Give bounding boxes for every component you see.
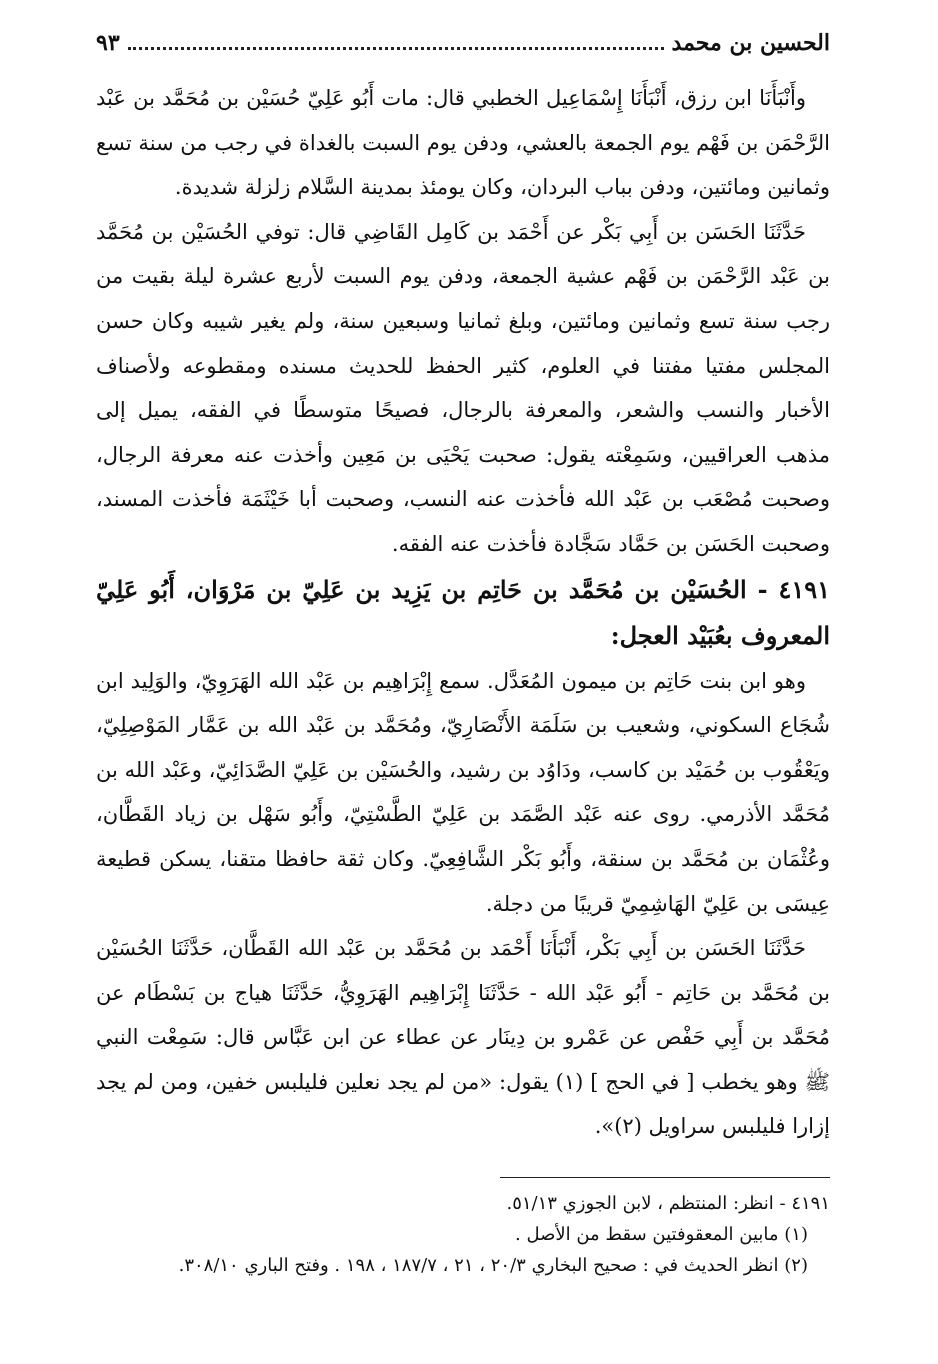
footnote-2: (٢) انظر الحديث في : صحيح البخاري ٢٠/٣ ، ٢١ ، ١٨٧/٧ ، ١٩٨ . وفتح الباري ٣٠٨/١٠. bbox=[178, 1255, 808, 1277]
footnote-1: (١) مابين المعقوفتين سقط من الأصل . bbox=[515, 1224, 808, 1246]
paragraph-death-report: وأَنْبَأَنَا ابن رزق، أَنْبَأَنَا إِسْمَاعِيل الخطبي قال: مات أَبُو عَلِيّ حُسَيْن بن مُحَمَّد بن عَبْد الرَّحْمَن بن فَهْم يوم الجمعة بالعشي، ودفن يوم السبت بالغداة في رجب من سنة تسع وثمانين ومائتين، ودفن بباب البردان، وكان يومئذ بمدينة السَّلام زلزلة شديدة. bbox=[96, 86, 830, 200]
footnotes bbox=[96, 1188, 830, 1281]
paragraph-entry-intro: وهو ابن بنت حَاتِم بن ميمون المُعَدَّل. سمع إِبْرَاهِيم بن عَبْد الله الهَرَوِيّ، والوَلِيد ابن شُجَاع السكوني، وشعيب بن سَلَمَة الأَنْصَارِيّ، ومُحَمَّد بن عَبْد الله بن عَمَّار المَوْصِلِيّ، ويَعْقُوب بن حُمَيْد بن كاسب، ودَاوُد بن رشيد، والحُسَيْن بن عَلِيّ الصَّدَائِيّ، وعَبْد الله بن مُحَمَّد الأذرمي. روى عنه عَبْد الصَّمَد بن عَلِيّ الطَّسْتِيّ، وأَبُو سَهْل بن زياد القَطَّان، وعُثْمَان بن مُحَمَّد بن سنقة، وأَبُو بَكْر الشَّافِعِيّ. وكان ثقة حافظا متقنا، يسكن قطيعة عِيسَى بن عَلِيّ الهَاشِمِيّ قريبًا من دجلة. bbox=[96, 668, 831, 916]
paragraph-biography: حَدَّثَنَا الحَسَن بن أَبِي بَكْر عن أَحْمَد بن كَامِل القَاضِي قال: توفي الحُسَيْن بن مُحَمَّد بن عَبْد الرَّحْمَن بن فَهْم عشية الجمعة، ودفن يوم السبت لأربع عشرة ليلة بقيت من رجب سنة تسع وثمانين ومائتين، وبلغ ثمانيا وسبعين سنة، ولم يغير شيبه وكان حسن المجلس مفتيا مفتنا في العلوم، كثير الحفظ للحديث مسنده ومقطوعه ولأصناف الأخبار والنسب والشعر، والمعرفة بالرجال، فصيحًا متوسطًا في الفقه، يميل إلى مذهب العراقيين، وسَمِعْته يقول: صحبت يَحْيَى بن مَعِين وأخذت عنه معرفة الرجال، وصحبت مُصْعَب بن عَبْد الله فأخذت عنه النسب، وصحبت أبا خَيْثَمَة فأخذت المسند، وصحبت الحَسَن بن حَمَّاد سَجَّادة فأخذت عنه الفقه. bbox=[96, 219, 830, 556]
entry-heading: ٤١٩١ - الحُسَيْن بن مُحَمَّد بن حَاتِم بن يَزِيد بن عَلِيّ بن مَرْوَان، أَبُو عَلِيّ المعروف بعُبَيْد العجل: bbox=[96, 574, 830, 650]
main-text bbox=[96, 76, 830, 1149]
footnote-divider bbox=[500, 1177, 830, 1178]
running-title: الحسين بن محمد bbox=[671, 30, 830, 56]
paragraph-hadith: حَدَّثَنَا الحَسَن بن أَبِي بَكْر، أَنْبَأَنَا أَحْمَد بن مُحَمَّد بن عَبْد الله القَطَّان، حَدَّثَنَا الحُسَيْن بن مُحَمَّد بن حَاتِم - أَبُو عَبْد الله - حَدَّثَنَا إِبْرَاهِيم الهَرَوِيُّ، حَدَّثَنَا هياج بن بَسْطَام عن مُحَمَّد بن أَبِي حَفْص عن عَمْرو بن دِينَار عن عطاء عن ابن عَبَّاس قال: سَمِعْت النبي ﷺ وهو يخطب [ في الحج ] (١) يقول: «من لم يجد نعلين فليلبس خفين، ومن لم يجد إزارا فليلبس سراويل (٢)». bbox=[96, 936, 830, 1139]
footnote-entry-reference: ٤١٩١ - انظر: المنتظم ، لابن الجوزي ٥١/١٣. bbox=[506, 1193, 830, 1215]
leader-dots bbox=[128, 47, 664, 50]
page-number: ٩٣ bbox=[96, 30, 120, 56]
running-head bbox=[96, 30, 830, 70]
